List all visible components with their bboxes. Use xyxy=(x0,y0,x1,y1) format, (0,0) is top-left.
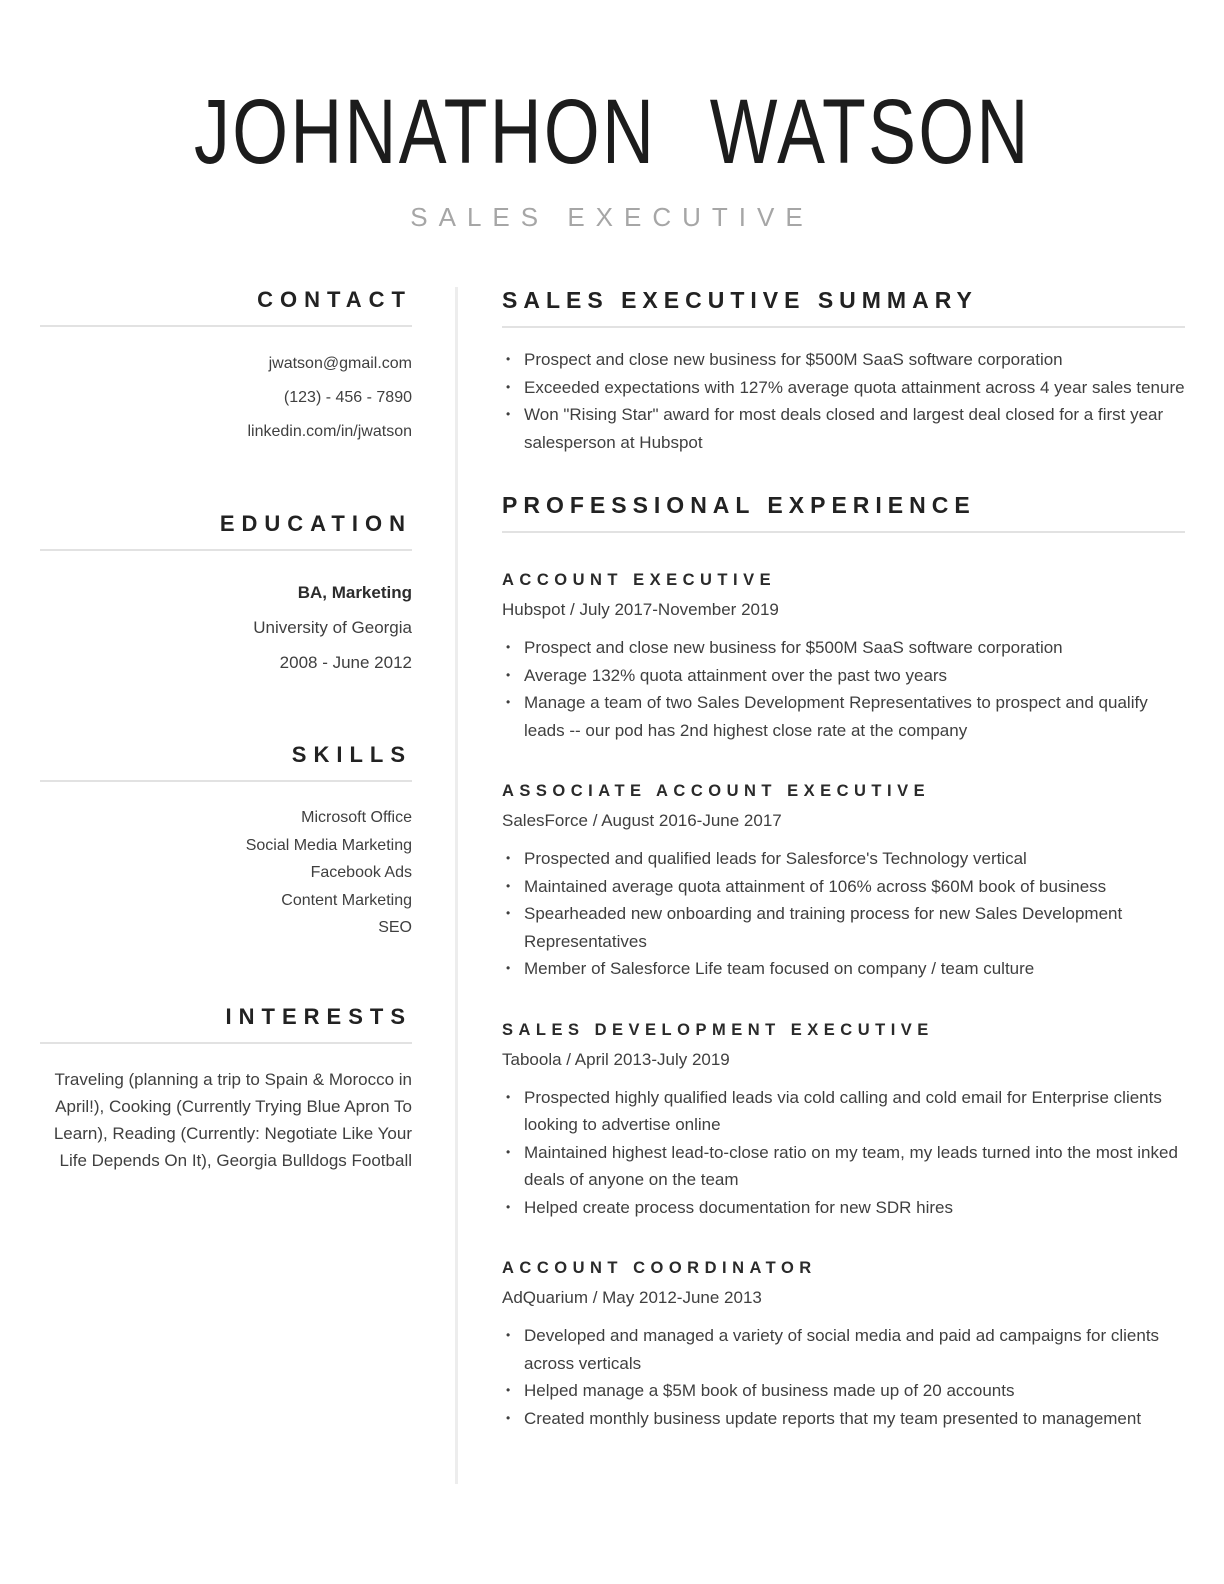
education-entry xyxy=(40,575,412,680)
bullet-dot-icon: • xyxy=(506,1328,511,1342)
contact-heading: CONTACT xyxy=(257,287,412,312)
summary-section xyxy=(502,287,1185,456)
job-title: ASSOCIATE ACCOUNT EXECUTIVE xyxy=(502,782,931,800)
bullet-dot-icon: • xyxy=(506,906,511,920)
bullet-dot-icon: • xyxy=(506,695,511,709)
job-bullets xyxy=(502,1322,1185,1432)
skill-item: SEO xyxy=(378,919,412,936)
job-title: SALES DEVELOPMENT EXECUTIVE xyxy=(502,1020,934,1039)
job-bullets xyxy=(502,845,1185,983)
section-rule xyxy=(502,326,1185,328)
bullet-item: • Prospected highly qualified leads via cold calling and cold email for Enterprise clients looking to advertise online xyxy=(502,1084,1185,1139)
job-company-dates: Hubspot / July 2017-November 2019 xyxy=(502,600,779,619)
contact-section xyxy=(40,287,412,449)
job-bullets xyxy=(502,1084,1185,1222)
bullet-item: • Created monthly business update reports that my team presented to management xyxy=(502,1405,1185,1433)
sidebar xyxy=(40,287,412,1484)
bullet-dot-icon: • xyxy=(506,379,511,394)
contact-item-phone: (123) - 456 - 7890 xyxy=(283,389,412,406)
person-name xyxy=(0,81,1224,183)
bullet-dot-icon: • xyxy=(506,1199,511,1214)
job-company-dates: AdQuarium / May 2012-June 2013 xyxy=(502,1288,762,1307)
bullet-item: • Prospected and qualified leads for Salesforce's Technology vertical xyxy=(502,845,1185,873)
bullet-item: • Developed and managed a variety of social media and paid ad campaigns for clients across verticals xyxy=(502,1322,1185,1377)
resume-body xyxy=(0,287,1224,1484)
skills-heading: SKILLS xyxy=(291,742,412,767)
job-company-dates: SalesForce / August 2016-June 2017 xyxy=(502,811,782,830)
bullet-dot-icon: • xyxy=(506,352,511,366)
job-account-coordinator xyxy=(502,1258,1185,1432)
bullet-item: • Prospect and close new business for $500M SaaS software corporation xyxy=(502,634,1185,662)
bullet-item: • Helped create process documentation for new SDR hires xyxy=(502,1194,1185,1222)
job-sales-development-executive xyxy=(502,1020,1185,1222)
interests-text: Traveling (planning a trip to Spain & Morocco in April!), Cooking (Currently Trying Blue Apron To Learn), Reading (Currently: Negotiate Like Your Life Depends On It), Georgia Bulldogs Football xyxy=(53,1069,412,1170)
skill-item: Content Marketing xyxy=(281,891,412,909)
job-associate-account-executive xyxy=(502,781,1185,983)
summary-bullets xyxy=(502,346,1185,456)
bullet-item: • Prospect and close new business for $500M SaaS software corporation xyxy=(502,346,1185,374)
education-dates: 2008 - June 2012 xyxy=(279,653,412,672)
bullet-dot-icon: • xyxy=(506,640,511,654)
bullet-item: • Manage a team of two Sales Development Representatives to prospect and qualify leads -- our pod has 2nd highest close rate at the company xyxy=(502,689,1185,744)
interests-heading: INTERESTS xyxy=(225,1003,412,1029)
education-school: University of Georgia xyxy=(253,618,412,637)
section-rule xyxy=(502,531,1185,533)
bullet-dot-icon: • xyxy=(506,407,511,421)
section-rule xyxy=(40,1042,412,1044)
bullet-item: • Maintained average quota attainment of 106% across $60M book of business xyxy=(502,873,1185,901)
experience-section xyxy=(502,492,1185,1432)
contact-list xyxy=(40,347,412,449)
section-rule xyxy=(40,549,412,551)
job-title: ACCOUNT COORDINATOR xyxy=(502,1259,817,1277)
bullet-item: • Helped manage a $5M book of business made up of 20 accounts xyxy=(502,1377,1185,1405)
skills-list xyxy=(40,804,412,942)
bullet-item: • Member of Salesforce Life team focused on company / team culture xyxy=(502,955,1185,983)
section-rule xyxy=(40,780,412,782)
bullet-dot-icon: • xyxy=(506,1410,511,1425)
bullet-dot-icon: • xyxy=(506,1144,511,1159)
skill-item: Social Media Marketing xyxy=(245,836,412,854)
skills-section xyxy=(40,742,412,942)
main-column xyxy=(502,287,1185,1484)
education-section xyxy=(40,511,412,680)
bullet-item: • Maintained highest lead-to-close ratio on my team, my leads turned into the most inked deals of anyone on the team xyxy=(502,1139,1185,1194)
skill-item: Facebook Ads xyxy=(310,864,412,881)
bullet-dot-icon: • xyxy=(506,878,511,893)
skill-item: Microsoft Office xyxy=(301,809,412,826)
section-rule xyxy=(40,325,412,327)
column-divider xyxy=(455,287,458,1484)
contact-item-linkedin: linkedin.com/in/jwatson xyxy=(247,423,412,440)
job-company-dates: Taboola / April 2013-July 2019 xyxy=(502,1049,730,1069)
bullet-dot-icon: • xyxy=(506,1089,511,1104)
bullet-item: • Average 132% quota attainment over the past two years xyxy=(502,662,1185,690)
bullet-item: • Exceeded expectations with 127% average quota attainment across 4 year sales tenure xyxy=(502,374,1185,402)
education-heading: EDUCATION xyxy=(219,511,412,536)
bullet-item: • Spearheaded new onboarding and training process for new Sales Development Representatives xyxy=(502,900,1185,955)
person-job-title: SALES EXECUTIVE xyxy=(410,202,814,232)
summary-heading: SALES EXECUTIVE SUMMARY xyxy=(502,287,978,313)
bullet-dot-icon: • xyxy=(506,851,511,865)
person-name-text: JOHNATHON WATSON xyxy=(193,81,1031,183)
education-degree: BA, Marketing xyxy=(297,583,412,602)
resume-header xyxy=(0,0,1224,233)
bullet-dot-icon: • xyxy=(506,667,511,682)
experience-heading: PROFESSIONAL EXPERIENCE xyxy=(502,492,976,518)
bullet-dot-icon: • xyxy=(506,961,511,975)
job-title: ACCOUNT EXECUTIVE xyxy=(502,571,777,589)
job-account-executive xyxy=(502,570,1185,744)
contact-item-email: jwatson@gmail.com xyxy=(268,355,412,372)
job-bullets xyxy=(502,634,1185,744)
interests-section xyxy=(40,1004,412,1174)
bullet-item: • Won "Rising Star" award for most deals closed and largest deal closed for a first year salesperson at Hubspot xyxy=(502,401,1185,456)
bullet-dot-icon: • xyxy=(506,1383,511,1397)
